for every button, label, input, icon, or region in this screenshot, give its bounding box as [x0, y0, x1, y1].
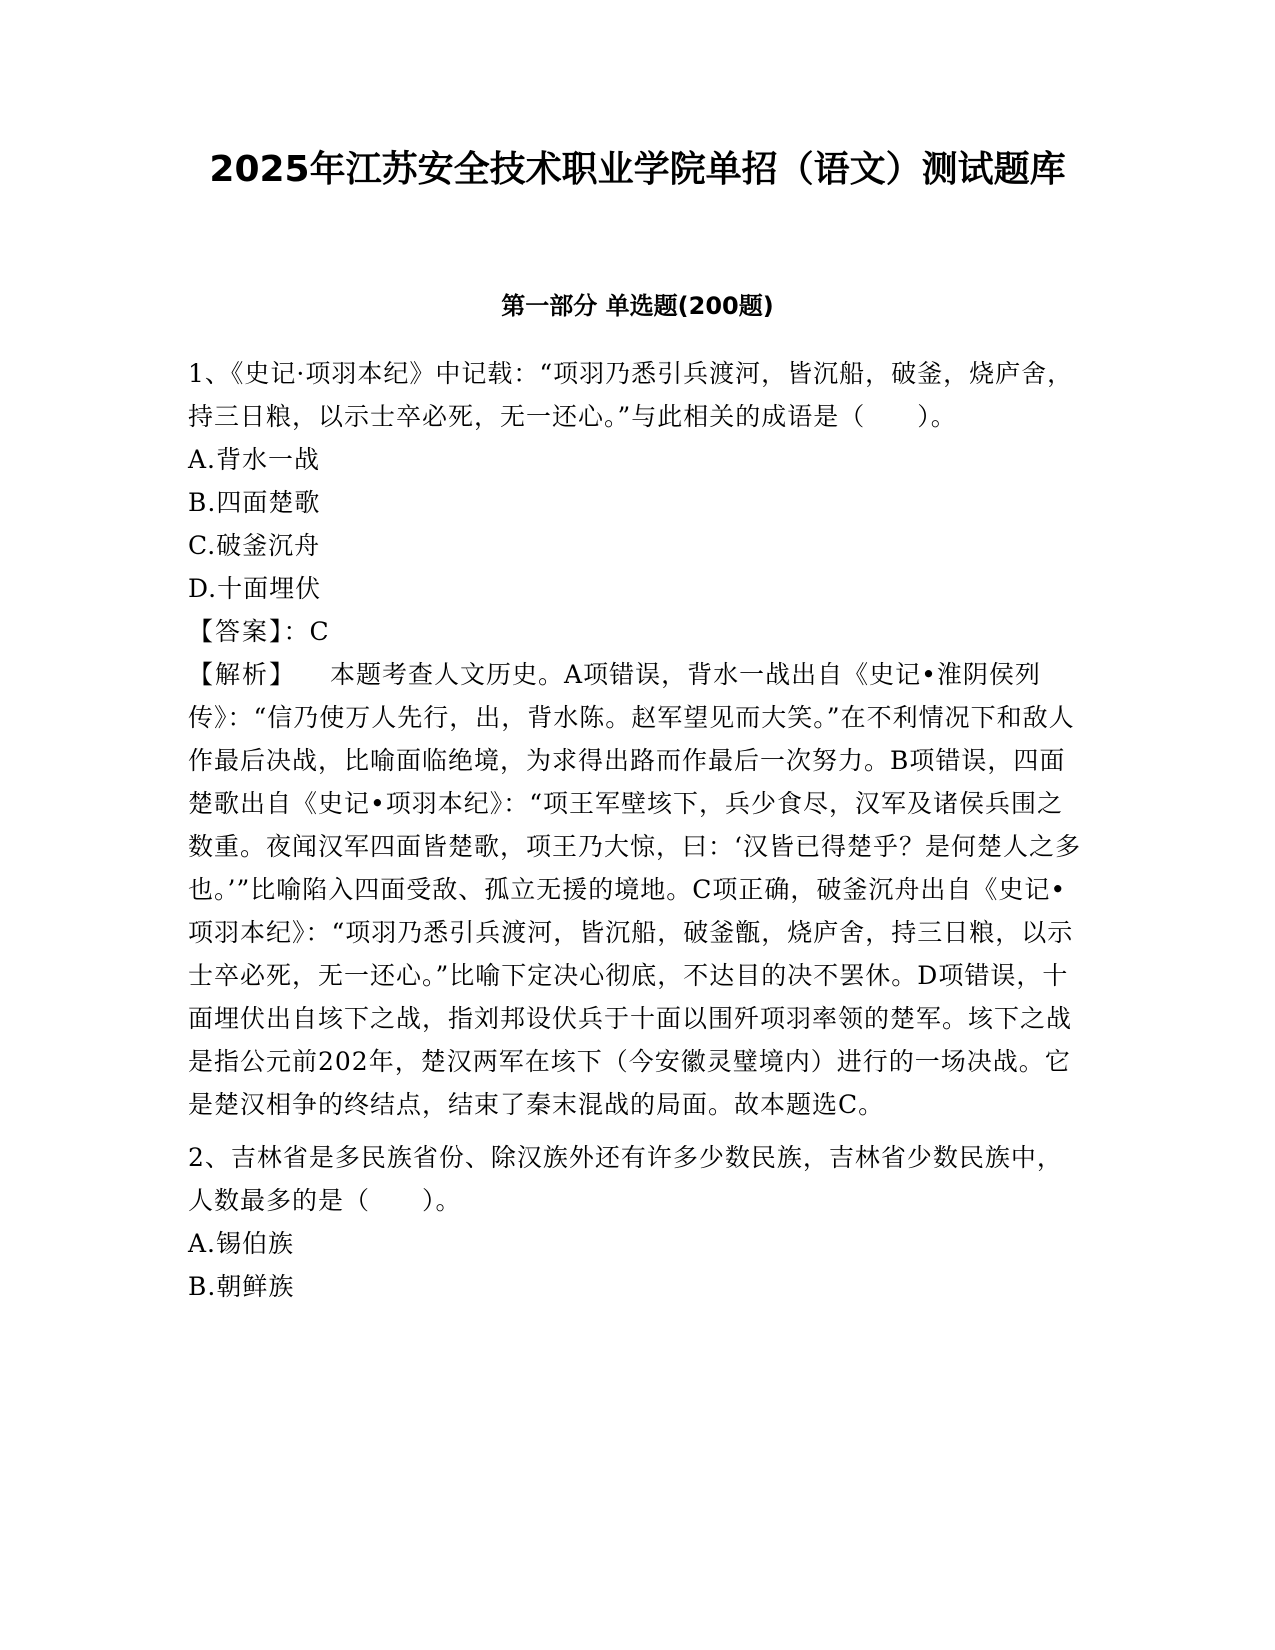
option-b: B.四面楚歌 [188, 488, 321, 517]
option-b: B.朝鲜族 [188, 1272, 295, 1301]
question-1 [188, 352, 1088, 1126]
document-title: 2025年江苏安全技术职业学院单招（语文）测试题库 [209, 149, 1066, 190]
answer-label: 【答案】 [188, 617, 284, 646]
question-stem: 2、吉林省是多民族省份、除汉族外还有许多少数民族，吉林省少数民族中，人数最多的是（ ）。 [188, 1143, 1063, 1215]
question-list [188, 352, 1088, 1318]
option-d: D.十面埋伏 [188, 574, 322, 603]
option-a: A.背水一战 [188, 445, 321, 474]
question-2 [188, 1136, 1088, 1308]
analysis-paragraph [188, 653, 1088, 1126]
analysis-label: 【解析】 [188, 660, 297, 689]
question-stem: 1、《史记·项羽本纪》中记载：“项羽乃悉引兵渡河，皆沉船，破釜，烧庐舍，持三日粮，以示士卒必死，无一还心。”与此相关的成语是（ ）。 [188, 359, 1074, 431]
option-a: A.锡伯族 [188, 1229, 295, 1258]
answer-value: ：C [283, 617, 330, 646]
section-heading: 第一部分 单选题(200题) [501, 292, 774, 320]
answer-line [188, 610, 1088, 653]
analysis-text: 本题考查人文历史。A项错误，背水一战出自《史记•淮阴侯列传》：“信乃使万人先行，出，背水陈。赵军望见而大笑。”在不利情况下和敌人作最后决战，比喻面临绝境，为求得出路而作最后一次努力。B项错误，四面楚歌出自《史记•项羽本纪》：“项王军壁垓下，兵少食尽，汉军及诸侯兵围之数重。夜闻汉军四面皆楚歌，项王乃大惊，曰：‘汉皆已得楚乎？是何楚人之多也。’”比喻陷入四面受敌、孤立无援的境地。C项正确，破釜沉舟出自《史记•项羽本纪》：“项羽乃悉引兵渡河，皆沉船，破釜甑，烧庐舍，持三日粮，以示士卒必死，无一还心。”比喻下定决心彻底，不达目的决不罢休。D项错误，十面埋伏出自垓下之战，指刘邦设伏兵于十面以围歼项羽率领的楚军。垓下之战是指公元前202年，楚汉两军在垓下（今安徽灵璧境内）进行的一场决战。它是楚汉相争的终结点，结束了秦末混战的局面。故本题选C。 [188, 660, 1081, 1119]
option-c: C.破釜沉舟 [188, 531, 321, 560]
